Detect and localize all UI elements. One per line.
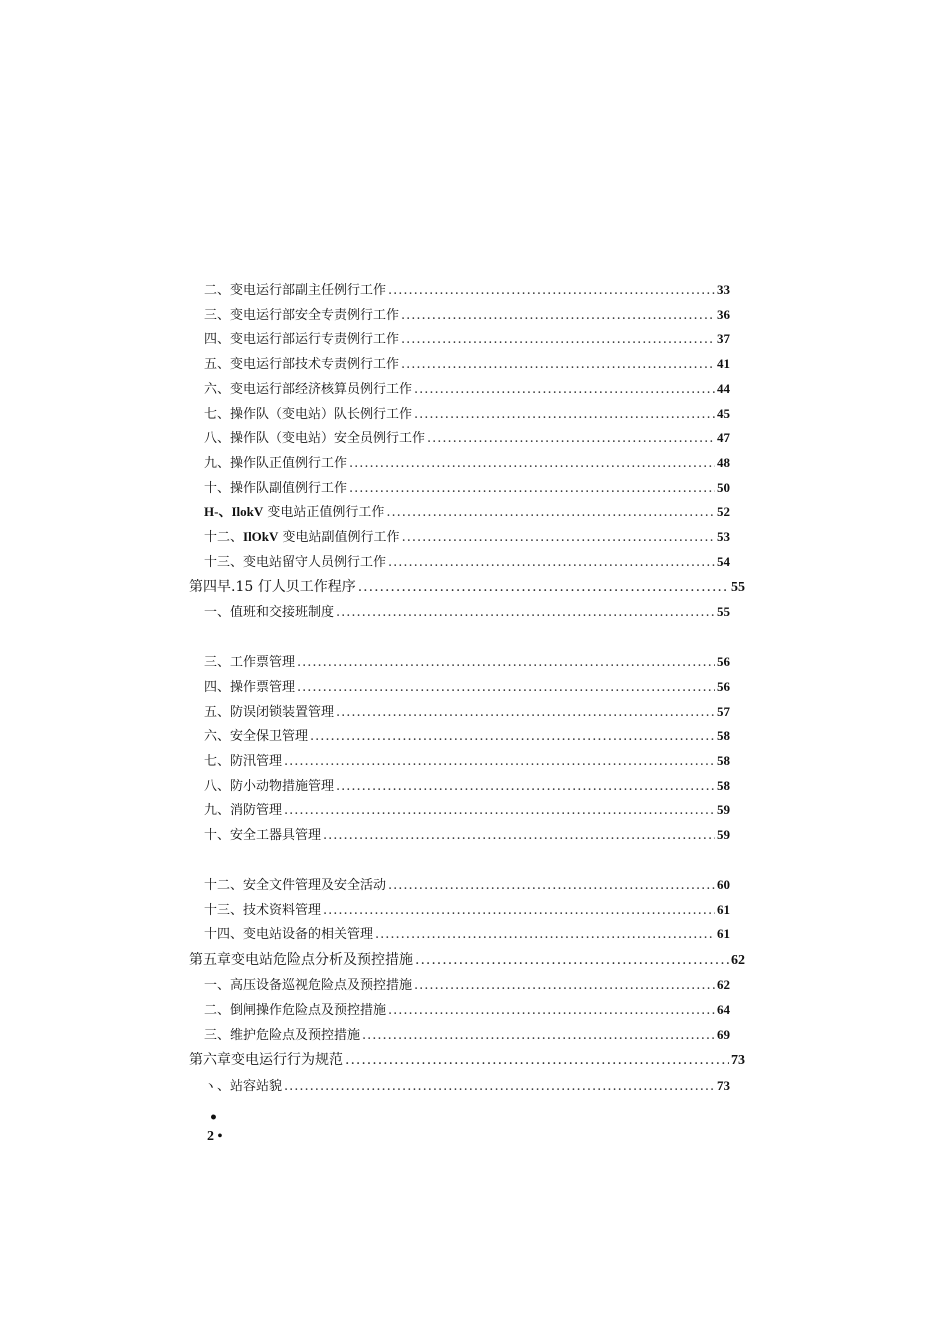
toc-entry[interactable] <box>204 452 730 471</box>
toc-entry[interactable] <box>204 750 730 769</box>
toc-entry-page: 61 <box>717 926 730 941</box>
toc-leader-dots <box>284 1079 715 1094</box>
toc-entry-page: 36 <box>717 307 730 322</box>
toc-entry[interactable] <box>204 899 730 918</box>
toc-entry-label: 三、变电运行部安全专责例行工作 <box>204 308 400 323</box>
toc-leader-dots <box>427 431 715 446</box>
page-number: 2 • <box>207 1129 223 1144</box>
toc-entry-label: ヽ、站容站貌 <box>204 1079 283 1094</box>
toc-entry-label: 六、安全保卫管理 <box>204 729 309 744</box>
toc-leader-dots <box>401 308 715 323</box>
toc-leader-dots <box>336 605 715 620</box>
toc-entry-label-bold: H-、IlokV <box>204 504 264 519</box>
toc-chapter-label: 第四早.15 仃人贝工作程序 <box>189 579 356 595</box>
toc-entry-label: 一、值班和交接班制度 <box>204 605 335 620</box>
toc-entry-label: 七、操作队（变电站）队长例行工作 <box>204 407 413 422</box>
toc-entry[interactable] <box>204 501 730 520</box>
toc-entry-label: 十三、变电站留守人员例行工作 <box>204 555 387 570</box>
toc-entry[interactable] <box>204 1024 730 1043</box>
toc-leader-dots <box>297 680 715 695</box>
toc-entry[interactable] <box>204 775 730 794</box>
toc-entry[interactable] <box>204 974 730 993</box>
toc-entry-page: 44 <box>717 381 730 396</box>
toc-entry[interactable] <box>204 378 730 397</box>
toc-leader-dots <box>388 283 715 298</box>
toc-entry[interactable] <box>204 799 730 818</box>
toc-entry-page: 59 <box>717 827 730 842</box>
toc-entry[interactable] <box>204 328 730 347</box>
toc-entry[interactable] <box>204 1075 730 1094</box>
toc-chapter-page: 55 <box>731 580 745 595</box>
toc-entry-page: 60 <box>717 877 730 892</box>
toc-entry-label-prefix: 十二、 <box>204 530 244 545</box>
toc-entry-label: 十三、技术资料管理 <box>204 903 322 918</box>
toc-leader-dots <box>336 779 715 794</box>
toc-entry-page: 58 <box>717 728 730 743</box>
toc-entry-label: 五、防误闭锁装置管理 <box>204 705 335 720</box>
toc-leader-dots <box>284 754 715 769</box>
toc-entry-label: 三、工作票管理 <box>204 655 296 670</box>
toc-entry-label: 五、变电运行部技术专责例行工作 <box>204 357 400 372</box>
toc-entry[interactable] <box>204 304 730 323</box>
toc-entry-page: 33 <box>717 282 730 297</box>
toc-entry-page: 52 <box>717 504 730 519</box>
toc-entry[interactable] <box>204 651 730 670</box>
toc-leader-dots <box>386 505 715 520</box>
toc-chapter-entry[interactable] <box>189 576 745 596</box>
toc-entry[interactable] <box>204 427 730 446</box>
toc-entry-label: 七、防汛管理 <box>204 754 283 769</box>
toc-leader-dots <box>297 655 715 670</box>
toc-entry[interactable] <box>204 279 730 298</box>
toc-entry-page: 73 <box>717 1078 730 1093</box>
toc-chapter-page: 73 <box>731 1053 745 1068</box>
toc-entry-page: 37 <box>717 331 730 346</box>
toc-entry[interactable] <box>204 676 730 695</box>
toc-entry[interactable] <box>204 551 730 570</box>
toc-entry[interactable] <box>204 403 730 422</box>
toc-entry-page: 55 <box>717 604 730 619</box>
toc-entry-page: 47 <box>717 430 730 445</box>
toc-entry-label-text: 变电站副值例行工作 <box>278 530 400 545</box>
toc-leader-dots <box>349 456 715 471</box>
toc-entry-page: 59 <box>717 802 730 817</box>
toc-entry-label: 九、操作队正值例行工作 <box>204 456 348 471</box>
toc-leader-dots <box>388 555 715 570</box>
toc-entry-label <box>204 526 400 545</box>
toc-entry[interactable] <box>204 353 730 372</box>
toc-entry[interactable] <box>204 725 730 744</box>
toc-entry-label: 二、倒闸操作危险点及预控措施 <box>204 1003 387 1018</box>
toc-entry-label: 八、防小动物措施管理 <box>204 779 335 794</box>
toc-leader-dots <box>362 1028 715 1043</box>
toc-leader-dots <box>415 952 729 968</box>
toc-leader-dots <box>323 903 715 918</box>
toc-entry-label: 三、维护危险点及预控措施 <box>204 1028 361 1043</box>
toc-entry-page: 62 <box>717 977 730 992</box>
toc-entry-label: 十、操作队副值例行工作 <box>204 481 348 496</box>
toc-entry-page: 56 <box>717 654 730 669</box>
toc-entry[interactable] <box>204 601 730 620</box>
toc-leader-dots <box>414 382 715 397</box>
toc-entry-page: 61 <box>717 902 730 917</box>
toc-entry-label: 十二、安全文件管理及安全活动 <box>204 878 387 893</box>
toc-entry-label: 六、变电运行部经济核算员例行工作 <box>204 382 413 397</box>
toc-entry[interactable] <box>204 477 730 496</box>
toc-leader-dots <box>336 705 715 720</box>
toc-chapter-entry[interactable] <box>189 949 745 969</box>
toc-entry-label: 十四、变电站设备的相关管理 <box>204 927 374 942</box>
toc-leader-dots <box>401 357 715 372</box>
toc-chapter-label: 第六章变电运行行为规范 <box>189 1052 343 1068</box>
toc-leader-dots <box>358 579 729 595</box>
toc-entry-page: 41 <box>717 356 730 371</box>
toc-entry[interactable] <box>204 874 730 893</box>
toc-leader-dots <box>388 1003 715 1018</box>
toc-entry-label: 十、安全工器具管理 <box>204 828 322 843</box>
toc-entry-page: 58 <box>717 753 730 768</box>
toc-chapter-page: 62 <box>731 953 745 968</box>
footer-bullet: • <box>209 1110 218 1126</box>
toc-leader-dots <box>402 530 715 545</box>
toc-entry-page: 56 <box>717 679 730 694</box>
toc-entry-page: 54 <box>717 554 730 569</box>
toc-leader-dots <box>414 978 715 993</box>
toc-entry-label: 九、消防管理 <box>204 803 283 818</box>
toc-entry-label: 四、变电运行部运行专责例行工作 <box>204 332 400 347</box>
toc-entry-page: 57 <box>717 704 730 719</box>
toc-entry-label: 一、高压设备巡视危险点及预控措施 <box>204 978 413 993</box>
toc-chapter-label: 第五章变电站危险点分析及预控措施 <box>189 952 413 968</box>
toc-leader-dots <box>375 927 715 942</box>
toc-entry-page: 69 <box>717 1027 730 1042</box>
toc-entry-label: 八、操作队（变电站）安全员例行工作 <box>204 431 426 446</box>
toc-leader-dots <box>414 407 715 422</box>
toc-chapter-entry[interactable] <box>189 1049 745 1069</box>
toc-entry[interactable] <box>204 526 730 545</box>
toc-entry-page: 45 <box>717 406 730 421</box>
toc-entry-page: 64 <box>717 1002 730 1017</box>
toc-entry-page: 48 <box>717 455 730 470</box>
toc-entry-label-text: 变电站正值例行工作 <box>263 505 385 520</box>
toc-leader-dots <box>345 1052 729 1068</box>
toc-leader-dots <box>401 332 715 347</box>
toc-leader-dots <box>323 828 715 843</box>
toc-leader-dots <box>349 481 715 496</box>
toc-entry-label: 四、操作票管理 <box>204 680 296 695</box>
toc-entry-label: 二、变电运行部副主任例行工作 <box>204 283 387 298</box>
toc-entry[interactable] <box>204 701 730 720</box>
toc-leader-dots <box>284 803 715 818</box>
toc-entry[interactable] <box>204 923 730 942</box>
toc-leader-dots <box>388 878 715 893</box>
toc-entry-label <box>204 501 384 520</box>
toc-entry[interactable] <box>204 824 730 843</box>
toc-entry-label-bold: IlOkV <box>243 529 279 544</box>
toc-leader-dots <box>310 729 715 744</box>
toc-entry-page: 50 <box>717 480 730 495</box>
toc-entry[interactable] <box>204 999 730 1018</box>
toc-entry-page: 53 <box>717 529 730 544</box>
toc-entry-page: 58 <box>717 778 730 793</box>
